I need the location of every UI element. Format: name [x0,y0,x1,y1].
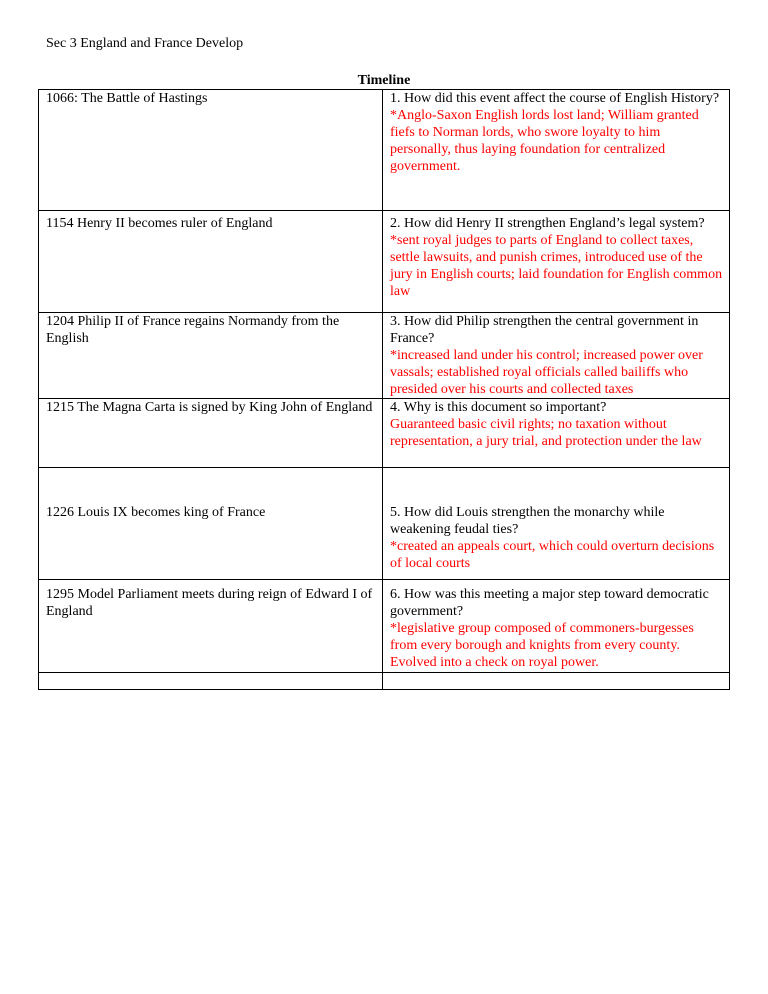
timeline-title: Timeline [357,73,411,88]
table-row [39,90,730,211]
table-row [39,399,730,468]
table-row [39,468,730,580]
question-cell [383,313,730,399]
table-row [39,211,730,313]
question-cell [383,90,730,211]
question-text: 5. How did Louis strengthen the monarchy while weakening feudal ties? [390,505,665,537]
table-row [39,673,730,690]
question-cell [383,580,730,673]
table-row [39,580,730,673]
event-cell: 1066: The Battle of Hastings [39,90,383,211]
answer-text: *increased land under his control; increased power over vassals; established royal officials called bailiffs who presided over his courts and collected taxes [390,348,703,397]
answer-text: *sent royal judges to parts of England to collect taxes, settle lawsuits, and punish crimes, introduced use of the jury in English courts; laid foundation for English common law [390,233,723,299]
question-text: 4. Why is this document so important? [390,400,607,415]
empty-cell [383,673,730,690]
question-text: 2. How did Henry II strengthen England’s legal system? [390,216,705,231]
question-text: 1. How did this event affect the course of English History? [390,91,720,106]
event-cell: 1295 Model Parliament meets during reign of Edward I of England [39,580,383,673]
answer-text: *legislative group composed of commoners-burgesses from every borough and knights from every county. Evolved into a check on royal power. [390,621,694,670]
question-text: 3. How did Philip strengthen the central government in France? [390,314,699,346]
event-cell: 1154 Henry II becomes ruler of England [39,211,383,313]
table-row [39,313,730,399]
question-cell [383,211,730,313]
event-cell: 1204 Philip II of France regains Normandy from the English [39,313,383,399]
question-text: 6. How was this meeting a major step toward democratic government? [390,587,709,619]
question-cell [383,468,730,580]
document-heading: Sec 3 England and France Develop [46,36,244,51]
answer-text: Guaranteed basic civil rights; no taxation without representation, a jury trial, and protection under the law [390,417,702,449]
empty-cell [39,673,383,690]
timeline-table [38,89,730,690]
answer-text: *Anglo-Saxon English lords lost land; William granted fiefs to Norman lords, who swore loyalty to him personally, thus laying foundation for centralized government. [390,108,699,174]
event-cell: 1226 Louis IX becomes king of France [39,468,383,580]
question-cell [383,399,730,468]
event-cell: 1215 The Magna Carta is signed by King John of England [39,399,383,468]
answer-text: *created an appeals court, which could overturn decisions of local courts [390,539,715,571]
